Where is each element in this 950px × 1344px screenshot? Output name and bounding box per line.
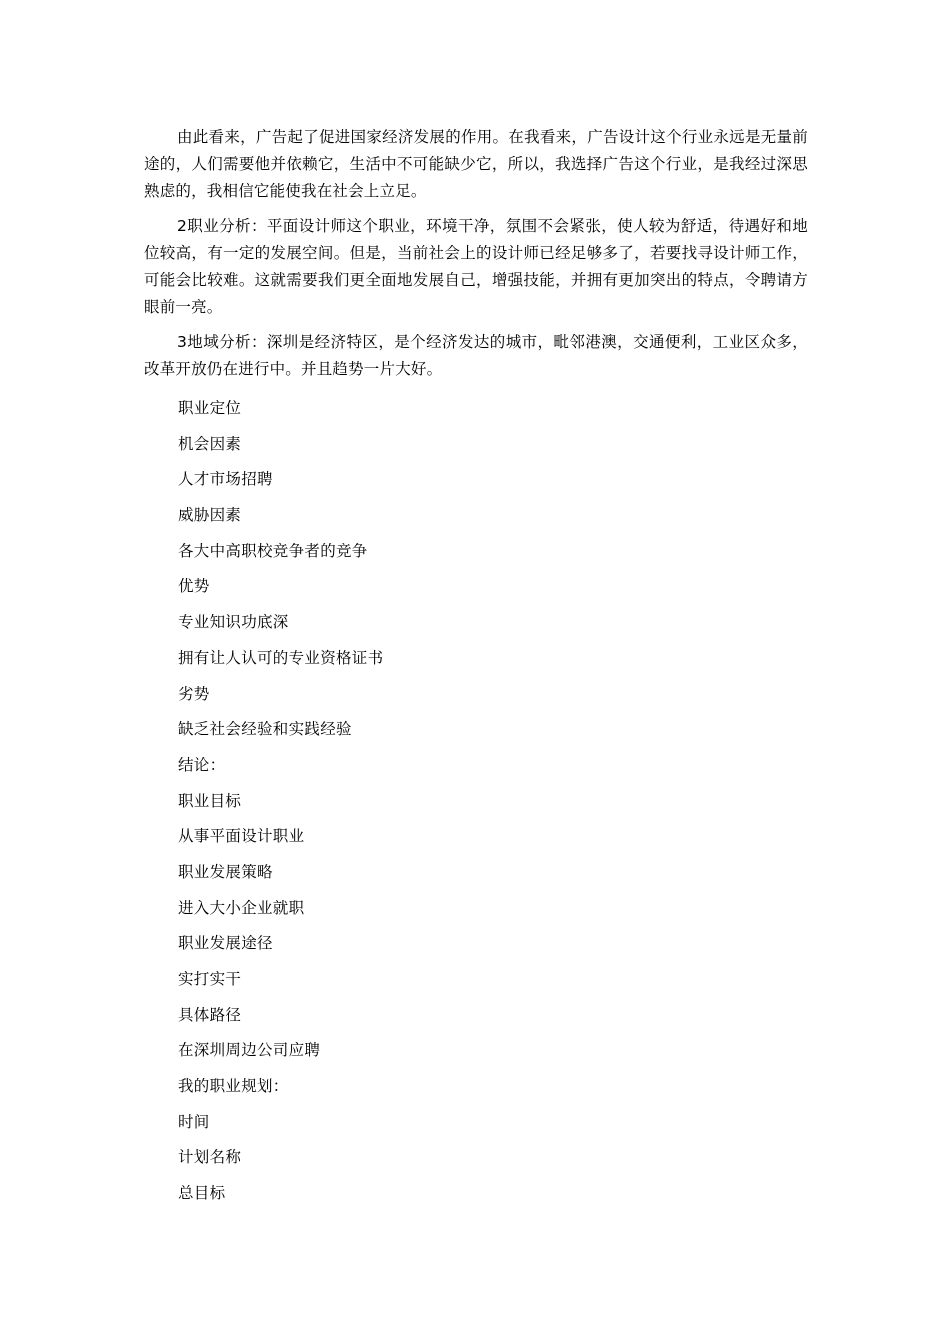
document-body [144, 124, 808, 1212]
list-item: 人才市场招聘 [178, 470, 273, 489]
paragraph-advertising-conclusion: 由此看来，广告起了促进国家经济发展的作用。在我看来，广告设计这个行业永远是无量前途的，人们需要他并依赖它，生活中不可能缺少它，所以，我选择广告这个行业，是我经过深思熟虑的，我相信它能使我在社会上立足。 [144, 128, 808, 200]
list-item: 专业知识功底深 [178, 613, 289, 632]
list-item: 职业定位 [178, 399, 242, 417]
list-item: 进入大小企业就职 [178, 898, 305, 917]
list-item: 劣势 [178, 684, 210, 703]
list-item: 时间 [178, 1112, 210, 1131]
list-item: 优势 [178, 577, 210, 596]
list-item: 实打实干 [178, 970, 242, 988]
list-item: 在深圳周边公司应聘 [178, 1041, 321, 1060]
career-plan-list [144, 391, 808, 1212]
list-item: 计划名称 [178, 1148, 242, 1167]
list-item: 拥有让人认可的专业资格证书 [178, 648, 384, 667]
list-item: 结论： [178, 755, 226, 774]
list-item: 职业发展策略 [178, 862, 273, 881]
list-item: 各大中高职校竞争者的竞争 [178, 541, 368, 560]
list-item: 从事平面设计职业 [178, 827, 305, 846]
paragraph-career-analysis: 2职业分析：平面设计师这个职业，环境干净，氛围不会紧张，使人较为舒适，待遇好和地位较高，有一定的发展空间。但是，当前社会上的设计师已经足够多了，若要找寻设计师工作，可能会比较难。这就需要我们更全面地发展自己，增强技能，并拥有更加突出的特点，令聘请方眼前一亮。 [144, 217, 808, 316]
list-item: 职业发展途径 [178, 934, 273, 953]
list-item: 职业目标 [178, 791, 242, 810]
list-item: 威胁因素 [178, 506, 242, 525]
list-item: 机会因素 [178, 434, 242, 453]
paragraph-regional-analysis: 3地域分析：深圳是经济特区，是个经济发达的城市，毗邻港澳，交通便利，工业区众多，改革开放仍在进行中。并且趋势一片大好。 [144, 333, 808, 378]
list-item: 缺乏社会经验和实践经验 [178, 720, 352, 739]
list-item: 我的职业规划： [178, 1077, 289, 1096]
list-item: 具体路径 [178, 1005, 242, 1024]
list-item: 总目标 [178, 1184, 226, 1203]
